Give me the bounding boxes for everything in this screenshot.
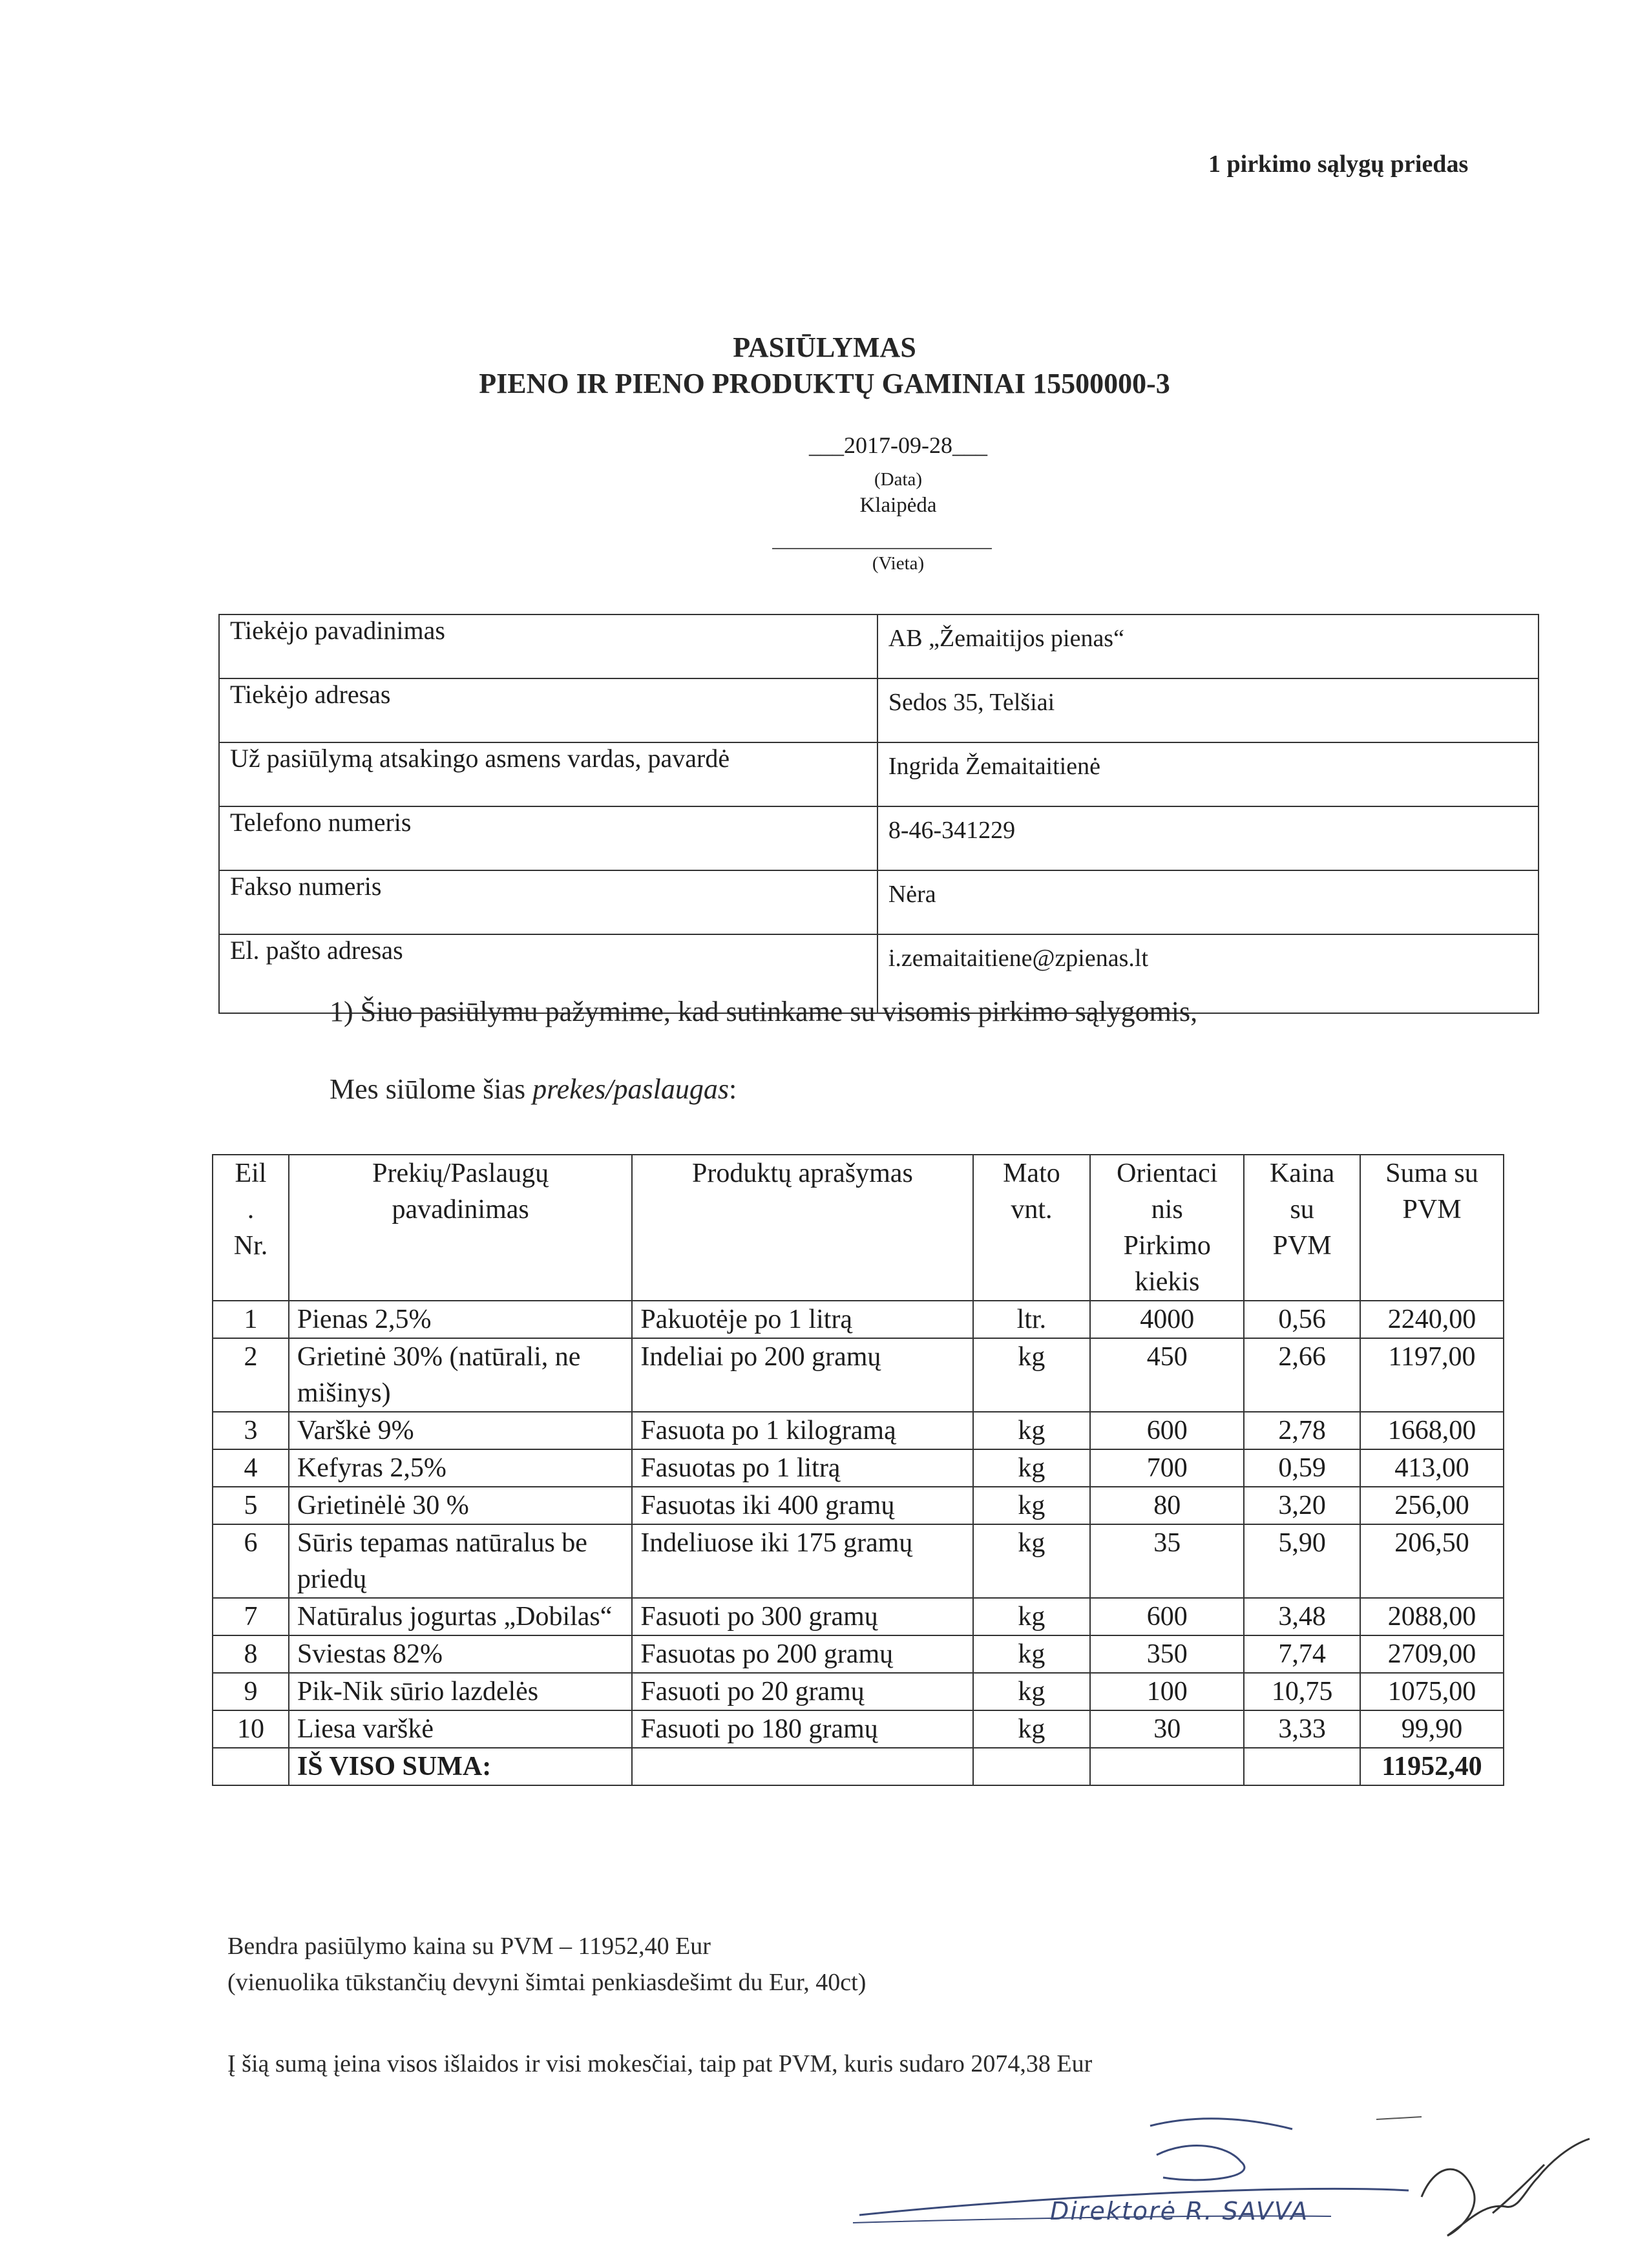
cell-quantity: 35: [1090, 1524, 1244, 1598]
cell-sum: 99,90: [1360, 1710, 1504, 1748]
cell-description: Fasuota po 1 kilogramą: [632, 1412, 972, 1449]
cell-product: Kefyras 2,5%: [289, 1449, 632, 1487]
supplier-row: [219, 742, 1539, 806]
cell-number: 7: [213, 1598, 289, 1635]
agreement-statement: 1) Šiuo pasiūlymu pažymime, kad sutinkame su visomis pirkimo sąlygomis,: [330, 996, 1198, 1027]
supplier-row: [219, 678, 1539, 742]
supplier-value: Nėra: [877, 870, 1539, 934]
supplier-table: [218, 614, 1539, 1014]
cell-unit: ltr.: [973, 1301, 1091, 1338]
cell-number: 8: [213, 1635, 289, 1673]
stamp-text: Direktorė R. SAVVA: [1050, 2197, 1309, 2225]
cell-product: Sūris tepamas natūralus be priedų: [289, 1524, 632, 1598]
total-empty-cell: [973, 1748, 1091, 1785]
cell-quantity: 600: [1090, 1598, 1244, 1635]
cell-quantity: 100: [1090, 1673, 1244, 1710]
table-row: [213, 1412, 1504, 1449]
cell-number: 1: [213, 1301, 289, 1338]
table-row: [213, 1487, 1504, 1524]
vat-line: Į šią sumą įeina visos išlaidos ir visi mokesčiai, taip pat PVM, kuris sudaro 2074,38 Eur: [227, 2050, 1093, 2077]
signature-stamp-graphic: [840, 2100, 1648, 2262]
products-header-row: [213, 1155, 1504, 1301]
supplier-label: Telefono numeris: [219, 806, 877, 870]
table-row: [213, 1635, 1504, 1673]
cell-unit: kg: [973, 1635, 1091, 1673]
stamp-line-top: [1150, 2119, 1292, 2129]
offer-intro-end: :: [729, 1073, 737, 1105]
supplier-value: 8-46-341229: [877, 806, 1539, 870]
products-table: [212, 1154, 1504, 1786]
supplier-label: Tiekėjo pavadinimas: [219, 614, 877, 678]
cell-sum: 2709,00: [1360, 1635, 1504, 1673]
cell-price: 10,75: [1244, 1673, 1360, 1710]
total-value: 11952,40: [1360, 1748, 1504, 1785]
cell-price: 3,33: [1244, 1710, 1360, 1748]
cell-unit: kg: [973, 1673, 1091, 1710]
supplier-row: [219, 806, 1539, 870]
cell-price: 2,78: [1244, 1412, 1360, 1449]
cell-description: Fasuoti po 180 gramų: [632, 1710, 972, 1748]
cell-sum: 413,00: [1360, 1449, 1504, 1487]
cell-sum: 206,50: [1360, 1524, 1504, 1598]
supplier-label: El. pašto adresas: [219, 934, 877, 1013]
cell-price: 3,20: [1244, 1487, 1360, 1524]
table-row: [213, 1449, 1504, 1487]
cell-unit: kg: [973, 1449, 1091, 1487]
cell-price: 2,66: [1244, 1338, 1360, 1412]
cell-product: Grietinėlė 30 %: [289, 1487, 632, 1524]
cell-description: Fasuoti po 300 gramų: [632, 1598, 972, 1635]
supplier-label: Už pasiūlymą atsakingo asmens vardas, pavardė: [219, 742, 877, 806]
cell-sum: 1075,00: [1360, 1673, 1504, 1710]
supplier-value: Sedos 35, Telšiai: [877, 678, 1539, 742]
cell-description: Fasuotas po 1 litrą: [632, 1449, 972, 1487]
table-row: [213, 1524, 1504, 1598]
cell-number: 6: [213, 1524, 289, 1598]
cell-product: Grietinė 30% (natūrali, ne mišinys): [289, 1338, 632, 1412]
cell-number: 5: [213, 1487, 289, 1524]
place-underline: [772, 548, 992, 549]
cell-sum: 256,00: [1360, 1487, 1504, 1524]
cell-description: Indeliai po 200 gramų: [632, 1338, 972, 1412]
cell-description: Fasuotas iki 400 gramų: [632, 1487, 972, 1524]
cell-sum: 1197,00: [1360, 1338, 1504, 1412]
cell-description: Pakuotėje po 1 litrą: [632, 1301, 972, 1338]
cell-number: 3: [213, 1412, 289, 1449]
cell-number: 10: [213, 1710, 289, 1748]
supplier-label: Tiekėjo adresas: [219, 678, 877, 742]
table-row: [213, 1710, 1504, 1748]
supplier-value: AB „Žemaitijos pienas“: [877, 614, 1539, 678]
cell-unit: kg: [973, 1598, 1091, 1635]
cell-quantity: 30: [1090, 1710, 1244, 1748]
document-subtitle: PIENO IR PIENO PRODUKTŲ GAMINIAI 15500000-3: [479, 368, 1170, 399]
cell-description: Fasuotas po 200 gramų: [632, 1635, 972, 1673]
cell-description: Fasuoti po 20 gramų: [632, 1673, 972, 1710]
stamp-line-short: [1376, 2117, 1422, 2119]
document-title: PASIŪLYMAS: [733, 331, 916, 363]
cell-price: 0,59: [1244, 1449, 1360, 1487]
total-row: [213, 1748, 1504, 1785]
cell-unit: kg: [973, 1487, 1091, 1524]
cell-quantity: 700: [1090, 1449, 1244, 1487]
header-description: Produktų aprašymas: [632, 1155, 972, 1301]
cell-product: Liesa varškė: [289, 1710, 632, 1748]
supplier-value: i.zemaitaitiene@zpienas.lt: [877, 934, 1539, 1013]
place-caption: (Vieta): [872, 553, 925, 574]
total-empty-cell: [632, 1748, 972, 1785]
stamp-mark: [1157, 2146, 1245, 2180]
header-row-number: Eil . Nr.: [213, 1155, 289, 1301]
cell-price: 5,90: [1244, 1524, 1360, 1598]
supplier-row: [219, 614, 1539, 678]
cell-quantity: 350: [1090, 1635, 1244, 1673]
table-row: [213, 1301, 1504, 1338]
cell-sum: 2088,00: [1360, 1598, 1504, 1635]
total-price-words: (vienuolika tūkstančių devyni šimtai penkiasdešimt du Eur, 40ct): [227, 1969, 867, 1996]
cell-product: Varškė 9%: [289, 1412, 632, 1449]
cell-quantity: 4000: [1090, 1301, 1244, 1338]
date-value: ___2017-09-28___: [809, 432, 987, 458]
cell-product: Natūralus jogurtas „Dobilas“: [289, 1598, 632, 1635]
cell-sum: 1668,00: [1360, 1412, 1504, 1449]
cell-number: 2: [213, 1338, 289, 1412]
cell-price: 3,48: [1244, 1598, 1360, 1635]
total-price-line: Bendra pasiūlymo kaina su PVM – 11952,40 Eur: [227, 1933, 711, 1960]
supplier-label: Fakso numeris: [219, 870, 877, 934]
supplier-row: [219, 870, 1539, 934]
date-caption: (Data): [874, 469, 923, 490]
cell-number: 4: [213, 1449, 289, 1487]
table-row: [213, 1338, 1504, 1412]
handwritten-signature: [1422, 2139, 1590, 2236]
cell-product: Pienas 2,5%: [289, 1301, 632, 1338]
cell-price: 7,74: [1244, 1635, 1360, 1673]
table-row: [213, 1598, 1504, 1635]
supplier-value: Ingrida Žemaitaitienė: [877, 742, 1539, 806]
annex-label: 1 pirkimo sąlygų priedas: [1208, 151, 1469, 178]
total-label: IŠ VISO SUMA:: [289, 1748, 632, 1785]
cell-quantity: 80: [1090, 1487, 1244, 1524]
cell-description: Indeliuose iki 175 gramų: [632, 1524, 972, 1598]
cell-price: 0,56: [1244, 1301, 1360, 1338]
total-empty-cell: [1090, 1748, 1244, 1785]
offer-intro: [330, 1073, 737, 1106]
total-empty-cell: [1244, 1748, 1360, 1785]
header-quantity: Orientaci nis Pirkimo kiekis: [1090, 1155, 1244, 1301]
offer-intro-italic: prekes/paslaugas: [532, 1073, 730, 1105]
cell-unit: kg: [973, 1524, 1091, 1598]
total-empty-cell: [213, 1748, 289, 1785]
header-product-name: Prekių/Paslaugų pavadinimas: [289, 1155, 632, 1301]
cell-unit: kg: [973, 1338, 1091, 1412]
cell-product: Pik-Nik sūrio lazdelės: [289, 1673, 632, 1710]
cell-quantity: 600: [1090, 1412, 1244, 1449]
cell-number: 9: [213, 1673, 289, 1710]
table-row: [213, 1673, 1504, 1710]
header-sum: Suma su PVM: [1360, 1155, 1504, 1301]
cell-unit: kg: [973, 1710, 1091, 1748]
header-unit: Mato vnt.: [973, 1155, 1091, 1301]
offer-intro-text: Mes siūlome šias: [330, 1073, 526, 1105]
cell-product: Sviestas 82%: [289, 1635, 632, 1673]
header-price: Kaina su PVM: [1244, 1155, 1360, 1301]
place-value: Klaipėda: [859, 494, 937, 517]
cell-quantity: 450: [1090, 1338, 1244, 1412]
cell-unit: kg: [973, 1412, 1091, 1449]
cell-sum: 2240,00: [1360, 1301, 1504, 1338]
